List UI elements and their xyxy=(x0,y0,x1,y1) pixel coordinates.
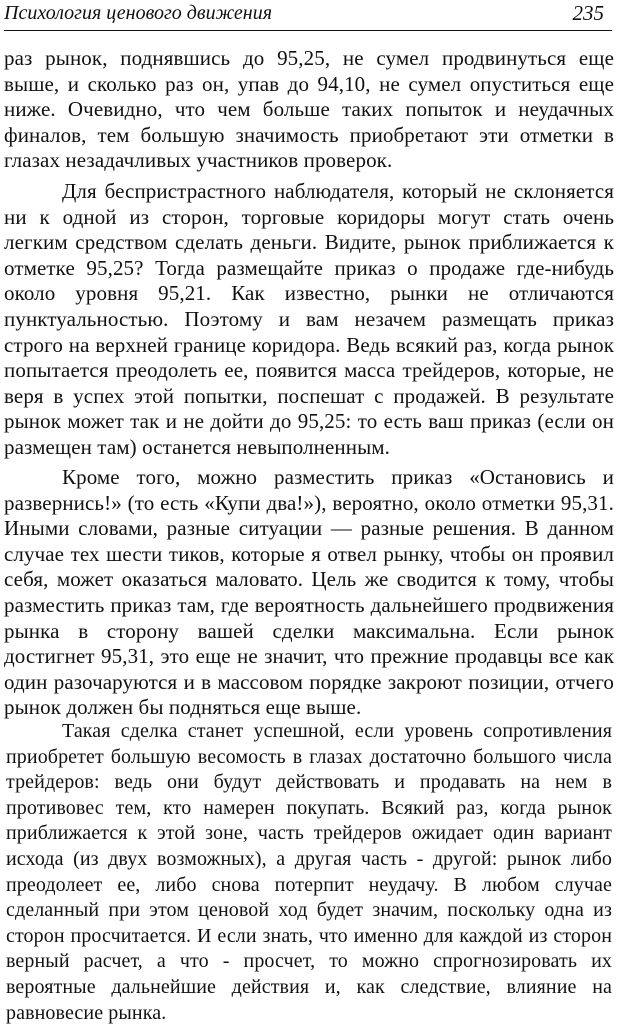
paragraph-4: Такая сделка станет успешной, если уровень сопротивления приобретет большую весомость в глазах достаточно большого числа трейдеров: ведь они будут действовать и продавать на нем в противовес тем, кто намерен покупать. Всякий раз, когда рынок приближается к этой зоне, часть трейдеров ожидает один вариант исхода (из двух возможных), а другая часть - другой: рынок либо преодолеет ее, либо снова потерпит неудачу. В любом случае сделанный при этом ценовой ход будет значим, поскольку одна из сторон просчитается. И если знать, что именно для каждой из сторон верный расчет, а что - просчет, то можно спрогнозировать их вероятные дальнейшие действия и, как следствие, влияние на равновесие рынка. xyxy=(6,720,612,1024)
paragraph-2: Для беспристрастного наблюдателя, который не склоняется ни к одной из сторон, торговые коридоры могут стать очень легким средством сделать деньги. Видите, рынок приближается к отметке 95,25? Тогда размещайте приказ о продаже где-нибудь около уровня 95,21. Как известно, рынки не отличаются пунктуальностью. Поэтому и вам незачем размещать приказ строго на верхней границе коридора. Ведь всякий раз, когда рынок попытается преодолеть ее, появится масса трейдеров, которые, не веря в успех этой попытки, поспешат с продажей. В результате рынок может так и не дойти до 95,25: то есть ваш приказ (если он размещен там) останется невыполненным. xyxy=(4,179,614,459)
paragraph-2-block xyxy=(4,179,614,461)
paragraph-4-block xyxy=(6,719,612,1026)
paragraph-1-block xyxy=(4,46,614,174)
paragraph-1: раз рынок, поднявшись до 95,25, не сумел продвинуться еще выше, и сколько раз он, упав до 94,10, не сумел опуститься еще ниже. Очевидно, что чем больше таких попыток и неудачных финалов, тем большую значимость приобретают эти отметки в глазах незадачливых участников проверок. xyxy=(4,46,614,173)
paragraph-3-block xyxy=(4,465,614,721)
running-head xyxy=(4,0,612,30)
running-title: Психология ценового движения xyxy=(4,2,273,24)
paragraph-3: Кроме того, можно разместить приказ «Остановись и развернись!» (то есть «Купи два!»), вероятно, около отметки 95,31. Иными словами, разные ситуации — разные решения. В данном случае тех шести тиков, которые я отвел рынку, чтобы он проявил себя, может оказаться маловато. Цель же сводится к тому, чтобы разместить приказ там, где вероятность дальнейшего продвижения рынка в сторону вашей сделки максимальна. Если рынок достигнет 95,31, это еще не значит, что прежние продавцы все как один разочаруются и в массовом порядке закроют позиции, отчего рынок должен бы подняться еще выше. xyxy=(4,465,614,720)
page-number: 235 xyxy=(572,1,604,25)
header-rule xyxy=(4,30,612,31)
